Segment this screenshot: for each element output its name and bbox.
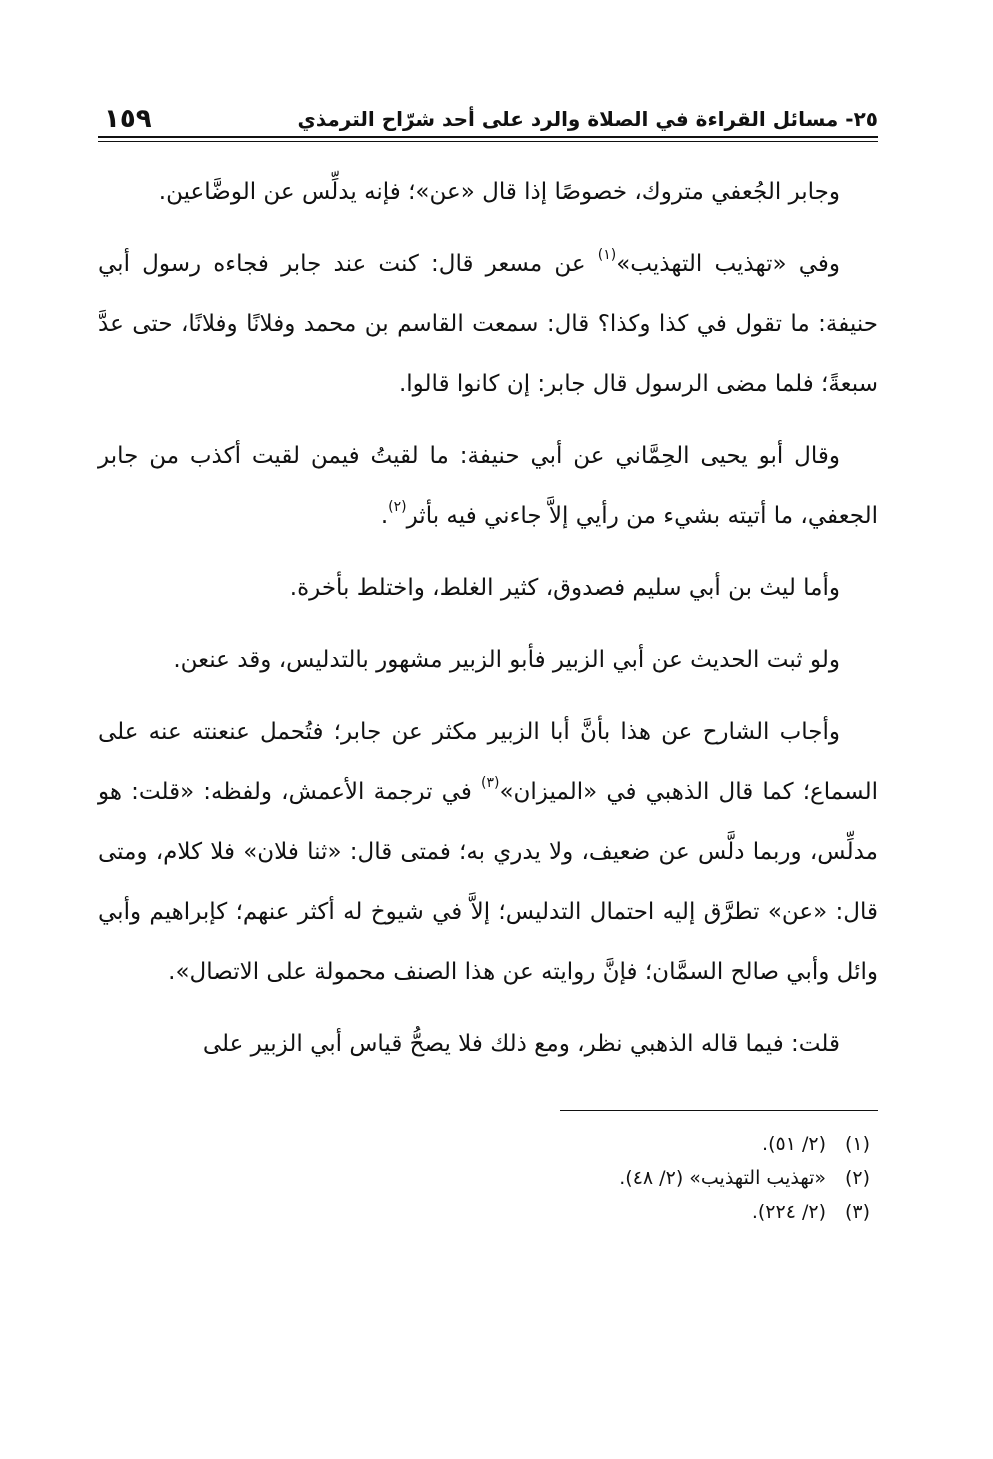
paragraph-text: قلت: فيما قاله الذهبي نظر، ومع ذلك فلا يصحُّ قياس أبي الزبير على: [202, 1031, 840, 1057]
footnote-text: (٢/ ٢٢٤).: [751, 1201, 826, 1223]
paragraph-qultu: [98, 1014, 878, 1074]
main-text: [98, 162, 878, 1074]
footnote-text: «تهذيب التهذيب» (٢/ ٤٨).: [619, 1167, 826, 1189]
paragraph-text: في ترجمة الأعمش، ولفظه: «قلت: هو مدلِّس، وربما دلَّس عن ضعيف، ولا يدري به؛ فمتى قال: «ثنا فلان» فلا كلام، ومتى قال: «عن» تطرَّق إليه احتمال التدليس؛ إلاَّ في شيوخ له أكثر عنهم؛ كإبراهيم وأبي وائل وأبي صالح السمَّان؛ فإنَّ روايته عن هذا الصنف محمولة على الاتصال».: [98, 779, 878, 985]
paragraph-sharih-answer: [98, 702, 878, 1002]
paragraph-jabir-jufi: [98, 162, 878, 222]
footnote-number: (١): [844, 1133, 870, 1155]
book-page: [98, 88, 878, 1229]
footnote-ref-2[interactable]: (٢): [388, 499, 407, 515]
footnote-3: [98, 1195, 870, 1229]
paragraph-text: وأما ليث بن أبي سليم فصدوق، كثير الغلط، واختلط بأخرة.: [289, 575, 840, 601]
paragraph-abu-zubayr: [98, 630, 878, 690]
running-head-title: ٢٥- مسائل القراءة في الصلاة والرد على أحد شرّاح الترمذي: [297, 107, 878, 131]
paragraph-text: وقال أبو يحيى الحِمَّاني عن أبي حنيفة: ما لقيتُ فيمن لقيت أكذب من جابر الجعفي، ما أتيته بشيء من رأيي إلاَّ جاءني فيه بأثر: [98, 443, 878, 529]
footnote-ref-1[interactable]: (١): [597, 247, 617, 263]
paragraph-text: وأجاب الشارح عن هذا بأنَّ أبا الزبير مكثر عن جابر؛ فتُحمل عنعنته عنه على السماع؛ كما قال الذهبي في «الميزان»: [98, 719, 879, 805]
paragraph-layth: [98, 558, 878, 618]
footnote-rule: [560, 1110, 878, 1111]
footnote-number: (٢): [844, 1167, 870, 1189]
header-rule: [98, 136, 878, 142]
footnote-2: [98, 1161, 870, 1195]
running-head: [98, 88, 878, 136]
footnote-ref-3[interactable]: (٣): [480, 775, 500, 791]
paragraph-text: ولو ثبت الحديث عن أبي الزبير فأبو الزبير مشهور بالتدليس، وقد عنعن.: [173, 647, 840, 673]
footnote-1: [98, 1127, 870, 1161]
footnote-text: (٢/ ٥١).: [762, 1133, 826, 1155]
paragraph-text: وجابر الجُعفي متروك، خصوصًا إذا قال «عن»؛ فإنه يدلِّس عن الوضَّاعين.: [158, 179, 840, 205]
paragraph-tahdhib-mis'ar: [98, 234, 878, 414]
paragraph-text: وفي «تهذيب التهذيب»: [616, 251, 840, 277]
page-number: ١٥٩: [104, 104, 152, 134]
footnote-number: (٣): [844, 1201, 870, 1223]
paragraph-text: .: [380, 503, 389, 529]
footnotes: [98, 1127, 878, 1229]
paragraph-text: عن مسعر قال: كنت عند جابر فجاءه رسول أبي حنيفة: ما تقول في كذا وكذا؟ قال: سمعت القاسم بن محمد وفلانًا وفلانًا، حتى عدَّ سبعةً؛ فلما مضى الرسول قال جابر: إن كانوا قالوا.: [98, 251, 878, 397]
paragraph-abu-yahya: [98, 426, 878, 546]
